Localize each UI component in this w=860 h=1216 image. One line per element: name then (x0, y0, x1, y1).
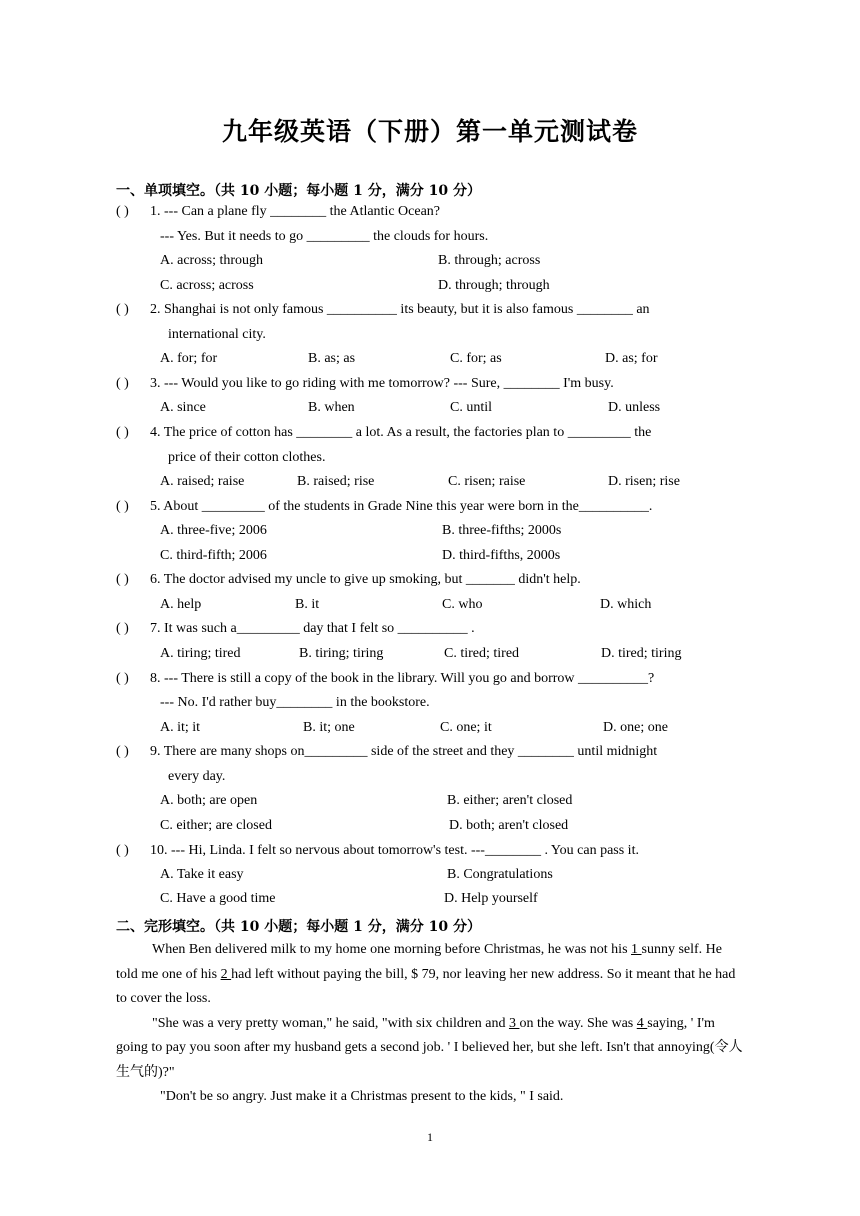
question-8-text: --- No. I'd rather buy________ in the bookstore. (160, 695, 430, 710)
answer-bracket: ( ) (116, 425, 129, 440)
question-3-option-a: A. since (160, 400, 206, 415)
answer-bracket: ( ) (116, 843, 129, 858)
question-4-option-c: C. risen; raise (448, 474, 526, 489)
question-8-option-b: B. it; one (303, 720, 355, 735)
answer-bracket: ( ) (116, 572, 129, 587)
question-1-option-d: D. through; through (438, 278, 550, 293)
page-number: 1 (427, 1130, 433, 1144)
question-4-option-d: D. risen; rise (608, 474, 680, 489)
answer-bracket: ( ) (116, 204, 129, 219)
passage-paragraph-1: When Ben delivered milk to my home one morning before Christmas, he was not his 1 sunny self. He told me one of his 2 had left without paying the bill, $ 79, nor leaving her new address. So it meant that he had to cover the loss. (116, 942, 736, 1006)
question-8-option-d: D. one; one (603, 720, 668, 735)
answer-bracket: ( ) (116, 671, 129, 686)
question-6-option-a: A. help (160, 597, 202, 612)
question-7-option-c: C. tired; tired (444, 646, 520, 661)
question-3-option-c: C. until (450, 400, 493, 415)
passage-paragraph-3: "Don't be so angry. Just make it a Christmas present to the kids, " I said. (160, 1089, 564, 1104)
question-2-option-d: D. as; for (605, 351, 658, 366)
blank-4: 4 (636, 1015, 648, 1031)
question-1-text: 1. --- Can a plane fly ________ the Atlantic Ocean? (150, 204, 441, 219)
answer-bracket: ( ) (116, 302, 129, 317)
question-1-text: --- Yes. But it needs to go _________ the clouds for hours. (160, 229, 489, 244)
question-5-option-b: B. three-fifths; 2000s (442, 523, 562, 538)
question-9-option-a: A. both; are open (160, 793, 258, 808)
cloze-passage (116, 938, 746, 1110)
question-6-text: 6. The doctor advised my uncle to give up smoking, but _______ didn't help. (150, 572, 581, 587)
question-1-option-b: B. through; across (438, 253, 541, 268)
answer-bracket: ( ) (116, 621, 129, 636)
question-4-text: 4. The price of cotton has ________ a lot. As a result, the factories plan to _________ the (150, 425, 652, 440)
question-5-option-c: C. third-fifth; 2006 (160, 548, 267, 563)
page-title: 九年级英语（下册）第一单元测试卷 (221, 117, 638, 146)
question-1-option-a: A. across; through (160, 253, 264, 268)
question-2-text: 2. Shanghai is not only famous __________ its beauty, but it is also famous ________ an (150, 302, 650, 317)
question-7-option-a: A. tiring; tired (160, 646, 241, 661)
question-4-text: price of their cotton clothes. (168, 450, 326, 465)
question-7-option-d: D. tired; tiring (601, 646, 682, 661)
question-10-option-b: B. Congratulations (447, 867, 553, 882)
question-6-option-b: B. it (295, 597, 320, 612)
question-8-option-c: C. one; it (440, 720, 492, 735)
question-10-option-d: D. Help yourself (444, 891, 538, 906)
question-5-option-d: D. third-fifths, 2000s (442, 548, 561, 563)
question-8-text: 8. --- There is still a copy of the book in the library. Will you go and borrow __________? (150, 671, 655, 686)
question-9-option-d: D. both; aren't closed (449, 818, 569, 833)
blank-2: 2 (220, 966, 232, 982)
section-1-heading: 一、单项填空。（共 10 小题；每小题 1 分，满分 10 分） (116, 183, 481, 199)
question-2-option-c: C. for; as (450, 351, 502, 366)
question-4-option-a: A. raised; raise (160, 474, 245, 489)
question-10-text: 10. --- Hi, Linda. I felt so nervous about tomorrow's test. ---________ . You can pass it. (150, 843, 639, 858)
question-6-option-c: C. who (442, 597, 483, 612)
question-2-option-a: A. for; for (160, 351, 218, 366)
question-5-text: 5. About _________ of the students in Grade Nine this year were born in the__________. (150, 499, 653, 514)
question-9-text: every day. (168, 769, 226, 784)
section-2-heading: 二、完形填空。（共 10 小题；每小题 1 分，满分 10 分） (116, 919, 481, 935)
answer-bracket: ( ) (116, 744, 129, 759)
blank-1: 1 (631, 942, 642, 957)
question-1-option-c: C. across; across (160, 278, 254, 293)
question-10-option-a: A. Take it easy (160, 867, 244, 882)
answer-bracket: ( ) (116, 499, 129, 514)
question-9-text: 9. There are many shops on_________ side of the street and they ________ until midnight (150, 744, 658, 759)
question-7-option-b: B. tiring; tiring (299, 646, 384, 661)
question-7-text: 7. It was such a_________ day that I felt so __________ . (150, 621, 475, 636)
question-6-option-d: D. which (600, 597, 652, 612)
question-4-option-b: B. raised; rise (297, 474, 375, 489)
question-10-option-c: C. Have a good time (160, 891, 276, 906)
answer-bracket: ( ) (116, 376, 129, 391)
question-8-option-a: A. it; it (160, 720, 201, 735)
question-5-option-a: A. three-five; 2006 (160, 523, 267, 538)
question-3-option-b: B. when (308, 400, 355, 415)
blank-3: 3 (508, 1015, 520, 1031)
question-3-option-d: D. unless (608, 400, 661, 415)
question-9-option-c: C. either; are closed (160, 818, 272, 833)
question-3-text: 3. --- Would you like to go riding with me tomorrow? --- Sure, ________ I'm busy. (150, 376, 614, 391)
question-9-option-b: B. either; aren't closed (447, 793, 573, 808)
question-2-option-b: B. as; as (308, 351, 356, 366)
question-2-text: international city. (168, 327, 266, 342)
passage-paragraph-2: "She was a very pretty woman," he said, "with six children and 3 on the way. She was 4 saying, ' I'm going to pay you soon after my husband gets a second job. ' I believed her, but she left. Isn't that annoying(令人生气的)?" (116, 1015, 743, 1080)
